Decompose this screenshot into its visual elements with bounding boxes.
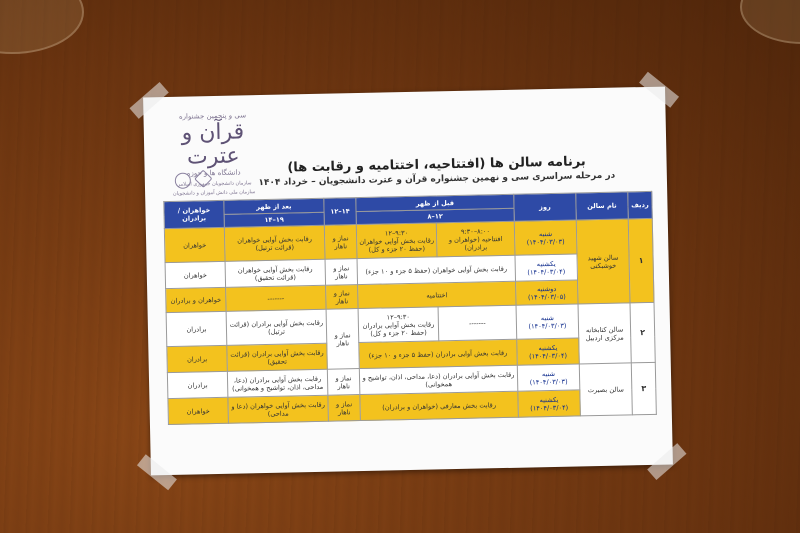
header-afternoon: بعد از ظهر <box>224 198 324 214</box>
day-name: شنبه <box>540 313 554 322</box>
logo-line2: قرآن و عترت <box>181 119 245 170</box>
schedule-poster <box>143 87 673 476</box>
afternoon-cell: رقابت بخش آوایی خواهران (قرائت ترتیل) <box>224 225 325 261</box>
afternoon-cell: رقابت بخش آوایی برادران (قرائت تحقیق) <box>227 343 328 371</box>
hall-name: سالن شهید خوشبکتی <box>576 219 630 304</box>
day-cell <box>517 364 580 391</box>
gender-cell: خواهران <box>165 261 226 288</box>
day-date: (۱۴۰۴/۰۳/۰۴) <box>529 351 568 360</box>
day-date: (۱۴۰۴/۰۳/۰۴) <box>527 267 566 276</box>
row-number: ۲ <box>630 302 655 362</box>
noon-cell: نماز و ناهار <box>327 369 360 396</box>
gender-cell: خواهران <box>164 227 225 262</box>
emblem-icon <box>175 173 191 189</box>
tape-bottom-left <box>137 454 177 490</box>
logo-line3: دانشگاه ها و حوزه <box>186 168 241 178</box>
title-main: برنامه سالن ها (افتتاحیه، اختتامیه و رقابت ها) <box>287 154 586 176</box>
schedule-table <box>163 191 657 425</box>
day-name: شنبه <box>541 369 556 378</box>
morning-time: ۹:۳۰–۱۲ <box>384 228 409 237</box>
header-noon: ۱۴–۱۲ <box>324 198 357 226</box>
day-name: شنبه <box>538 229 553 238</box>
header-gender: خواهران /برادران <box>164 200 225 228</box>
logo-small2: سازمان ملی دانش آموزان و دانشجویان <box>172 189 256 197</box>
day-name: یکشنبه <box>538 343 558 352</box>
noon-cell: نماز و ناهار <box>326 309 359 370</box>
tape-bottom-right <box>647 443 686 480</box>
noon-cell: نماز و ناهار <box>325 259 358 286</box>
afternoon-cell: رقابت بخش آوایی خواهران (دعا و مداحی) <box>228 395 329 423</box>
afternoon-cell: رقابت بخش آوایی برادران (قرائت ترتیل) <box>226 309 327 345</box>
morning-cell: ------- <box>438 305 517 341</box>
afternoon-cell: رقابت بخش آوایی برادران (دعا، مداحی، اذان، تواشیح و همخوانی) <box>227 369 328 397</box>
afternoon-cell: ------- <box>226 285 326 311</box>
gender-cell: برادران <box>166 311 227 346</box>
day-name: یکشنبه <box>536 259 556 268</box>
morning-cell: اختتامیه <box>358 281 516 308</box>
header-afternoon-time: ۱۹–۱۴ <box>224 212 324 227</box>
header-hall: نام سالن <box>576 192 629 220</box>
header-row-no: ردیف <box>628 191 653 218</box>
afternoon-cell: رقابت بخش آوایی خواهران (قرائت تحقیق) <box>225 259 326 287</box>
morning-time: ۸:۰۰–۹:۳۰ <box>460 226 491 236</box>
morning-text: رقابت بخش آوایی برادران (حفظ ۲۰ جزء و کل) <box>362 319 435 338</box>
morning-cell: رقابت بخش معارفی (خواهران و برادران) <box>360 391 519 420</box>
day-date: (۱۴۰۴/۰۳/۰۵) <box>527 292 566 301</box>
morning-cell: رقابت بخش آوایی خواهران (حفظ ۵ جزء و ۱۰ جزء) <box>357 255 516 284</box>
day-cell <box>518 390 581 417</box>
day-date: (۱۴۰۴/۰۳/۰۳) <box>528 321 567 330</box>
gender-cell: برادران <box>167 371 228 398</box>
gender-cell: برادران <box>167 345 228 372</box>
morning-time: ۹:۳۰–۱۲ <box>386 312 410 321</box>
morning-cell: رقابت بخش آوایی برادران (دعا، مداحی، اذان، تواشیح و همخوانی) <box>359 365 518 394</box>
emblems <box>175 172 210 189</box>
day-cell <box>515 254 578 281</box>
morning-cell <box>356 223 437 259</box>
day-date: (۱۴۰۴/۰۳/۰۳) <box>526 237 565 247</box>
header-morning-time: ۱۲–۸ <box>356 208 514 224</box>
day-name: دوشنبه <box>537 284 557 293</box>
lamp-right <box>740 0 800 44</box>
gender-cell: خواهران <box>168 397 229 424</box>
logo-line1: سی و پنجمین جشنواره <box>178 111 247 121</box>
morning-text: رقابت بخش آوایی خواهران (حفظ ۲۰ جزء و کل) <box>359 235 435 254</box>
day-cell <box>516 304 579 339</box>
morning-text: افتتاحیه (خواهران و برادران) <box>448 234 503 252</box>
day-cell <box>514 220 577 255</box>
row-number: ۱ <box>628 218 654 302</box>
day-cell <box>516 280 578 305</box>
day-name: یکشنبه <box>539 395 559 404</box>
hall-name: سالن بصیرت <box>579 363 632 416</box>
noon-cell: نماز و ناهار <box>324 225 357 260</box>
noon-cell: نماز و ناهار <box>328 395 361 422</box>
title-sub: در مرحله سراسری سی و نهمین جشنواره قرآن و عترت دانشجویان – خرداد ۱۴۰۴ <box>258 170 616 189</box>
header-morning: قبل از ظهر <box>356 194 514 211</box>
morning-cell <box>436 221 515 257</box>
lamp-left <box>0 0 84 54</box>
noon-cell: نماز و ناهار <box>326 285 358 310</box>
row-number: ۳ <box>631 362 656 414</box>
day-date: (۱۴۰۴/۰۳/۰۴) <box>530 403 569 412</box>
poster-title <box>246 153 626 188</box>
header-day: روز <box>514 193 577 221</box>
gender-cell: خواهران و برادران <box>166 287 226 312</box>
tape-top-right <box>639 72 679 108</box>
morning-cell: رقابت بخش آوایی برادران (حفظ ۵ جزء و ۱۰ جزء) <box>359 339 518 368</box>
day-cell <box>517 338 580 365</box>
hall-name: سالن کتابخانه مرکزی اردبیل <box>578 303 631 364</box>
morning-cell <box>358 307 439 343</box>
day-date: (۱۴۰۴/۰۳/۰۳) <box>529 377 568 386</box>
logo-small1: سازمان دانشجویان جمهوری اسلامی <box>176 180 252 188</box>
